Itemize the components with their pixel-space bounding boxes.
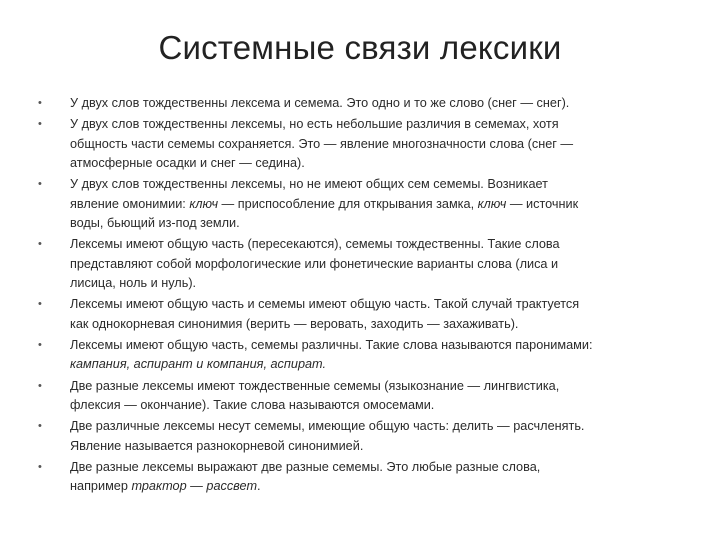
italic-text: трактор — рассвет xyxy=(131,479,258,494)
text-segment: — источник xyxy=(506,196,579,211)
text-segment: Лексемы имеют общую часть (пересекаются), семемы тождественны. Такие слова xyxy=(70,237,560,252)
bullet-line xyxy=(70,355,678,375)
bullet-item xyxy=(38,336,678,375)
bullet-marker: • xyxy=(38,97,42,109)
bullet-line xyxy=(70,175,678,195)
italic-text: ключ xyxy=(189,196,219,211)
bullet-line xyxy=(70,437,678,457)
text-segment: атмосферные осадки и снег — седина). xyxy=(70,156,305,171)
text-segment: Лексемы имеют общую часть и семемы имеют общую часть. Такой случай трактуется xyxy=(70,297,580,312)
bullet-item xyxy=(38,115,678,174)
text-segment: У двух слов тождественны лексемы, но не имеют общих сем семемы. Возникает xyxy=(70,177,548,192)
text-segment: Лексемы имеют общую часть, семемы различны. Такие слова называются паронимами: xyxy=(70,337,593,352)
italic-text: ключ xyxy=(477,196,507,211)
bullet-line xyxy=(70,195,678,215)
bullet-line xyxy=(70,315,678,335)
bullet-marker: • xyxy=(38,238,42,251)
text-segment: общность части семемы сохраняется. Это — явление многозначности слова (снег — xyxy=(70,136,574,151)
italic-text: кампания, аспирант и компания, аспират. xyxy=(70,357,327,372)
bullet-line xyxy=(70,336,678,356)
bullet-item xyxy=(38,175,678,234)
text-segment: явление омонимии: xyxy=(70,196,190,211)
text-segment: — приспособление для открывания замка, xyxy=(218,196,478,211)
text-segment: . xyxy=(257,479,261,494)
bullet-item xyxy=(38,417,678,456)
bullet-line xyxy=(70,458,678,478)
text-segment: флексия — окончание). Такие слова называются омосемами. xyxy=(70,398,435,413)
bullet-line xyxy=(70,377,678,397)
text-segment: Две разные лексемы выражают две разные семемы. Это любые разные слова, xyxy=(70,459,541,474)
text-segment: У двух слов тождественны лексема и семема. Это одно и то же слово (снег — снег). xyxy=(70,96,570,110)
bullet-line xyxy=(70,135,678,155)
bullet-marker: • xyxy=(38,118,42,131)
bullet-item xyxy=(38,235,678,294)
text-segment: например xyxy=(70,479,132,494)
bullet-line xyxy=(70,94,678,114)
bullet-line xyxy=(70,154,678,174)
bullet-marker: • xyxy=(38,178,42,191)
bullet-line xyxy=(70,396,678,416)
bullet-item xyxy=(38,94,678,114)
text-segment: Две разные лексемы имеют тождественные семемы (языкознание — лингвистика, xyxy=(70,378,560,393)
bullet-line xyxy=(70,115,678,135)
text-segment: У двух слов тождественны лексемы, но есть небольшие различия в семемах, хотя xyxy=(70,117,559,132)
bullet-line xyxy=(70,417,678,437)
bullet-marker: • xyxy=(38,298,42,311)
bullet-line xyxy=(70,295,678,315)
bullet-marker: • xyxy=(38,460,42,473)
bullet-marker: • xyxy=(38,420,42,433)
bullet-item xyxy=(38,295,678,334)
bullet-marker: • xyxy=(38,338,42,351)
bullet-line xyxy=(70,235,678,255)
bullet-list xyxy=(38,94,678,498)
bullet-line xyxy=(70,214,678,234)
bullet-line xyxy=(70,477,678,497)
bullet-line xyxy=(70,274,678,294)
text-segment: как однокорневая синонимия (верить — веровать, заходить — захаживать). xyxy=(70,316,519,331)
slide-title: Системные связи лексики xyxy=(158,29,562,66)
bullet-marker: • xyxy=(38,379,42,392)
text-segment: лисица, ноль и нуль). xyxy=(70,276,197,291)
text-segment: Явление называется разнокорневой синонимией. xyxy=(70,438,364,453)
text-segment: Две различные лексемы несут семемы, имеющие общую часть: делить — расчленять. xyxy=(70,419,585,434)
bullet-item xyxy=(38,377,678,416)
bullet-line xyxy=(70,255,678,275)
text-segment: воды, бьющий из-под земли. xyxy=(70,216,240,231)
text-segment: представляют собой морфологические или фонетические варианты слова (лиса и xyxy=(70,256,559,271)
bullet-item xyxy=(38,458,678,497)
